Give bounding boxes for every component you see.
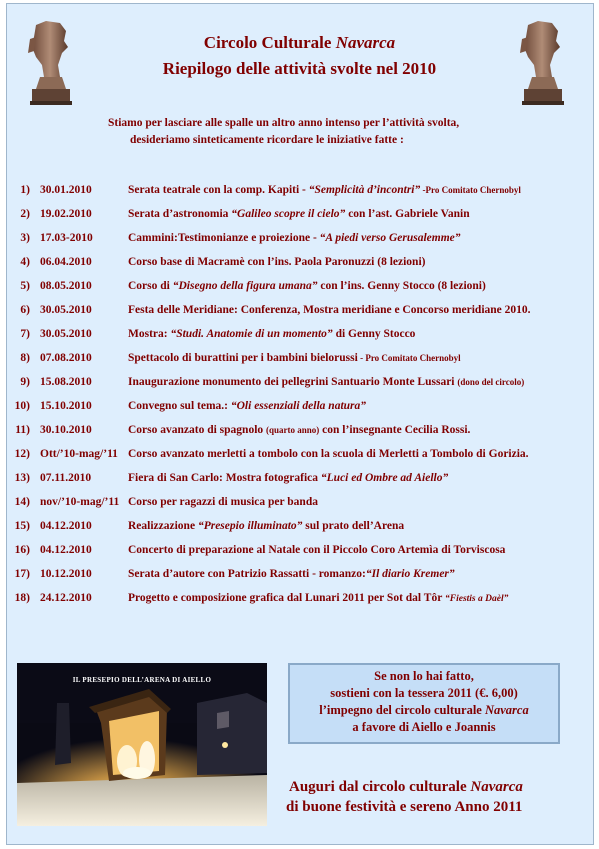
activity-description (128, 520, 404, 532)
activity-title: “Studi. Anatomie di un momento” (170, 328, 333, 340)
activity-description (128, 568, 455, 580)
activity-number: 6) (20, 304, 30, 316)
activity-row (0, 472, 599, 488)
support-association-name: Navarca (484, 703, 529, 717)
activity-number: 12) (14, 448, 30, 460)
activity-text: Serata d’autore con Patrizio Rassatti - romanzo: (128, 568, 366, 580)
nativity-scene-image (17, 663, 267, 826)
activity-text: Realizzazione (128, 520, 198, 532)
activity-title: “Fiestis a Daèl” (445, 594, 509, 604)
activity-row (0, 304, 599, 320)
activity-note: -Pro Comitato Chernobyl (420, 185, 521, 195)
membership-support-box (288, 663, 560, 744)
activity-text: Cammini:Testimonianze e proiezione - (128, 232, 320, 244)
activity-title: “Il diario Kremer” (365, 568, 455, 580)
activity-date: 08.05.2010 (40, 280, 92, 292)
activity-row (0, 520, 599, 536)
activity-text: Serata teatrale con la comp. Kapiti - (128, 184, 309, 196)
activity-row (0, 280, 599, 296)
greeting-association-name: Navarca (470, 779, 523, 795)
activity-description (128, 400, 366, 412)
activity-number: 5) (20, 280, 30, 292)
activity-note: sul prato dell’Arena (302, 520, 405, 532)
activity-number: 3) (20, 232, 30, 244)
activity-number: 8) (20, 352, 30, 364)
activity-description (128, 208, 470, 220)
activity-text: Convegno sul tema.: (128, 400, 231, 412)
activity-date: 24.12.2010 (40, 592, 92, 604)
activity-date: 06.04.2010 (40, 256, 92, 268)
page-title (0, 33, 599, 53)
intro-line-2: desideriamo sinteticamente ricordare le iniziative fatte : (130, 134, 404, 146)
activity-date: 30.10.2010 (40, 424, 92, 436)
activity-description (128, 424, 470, 436)
activity-title: “Luci ed Ombre ad Aiello” (320, 472, 449, 484)
activity-description (128, 232, 461, 244)
nativity-photo (17, 663, 267, 826)
activity-row (0, 184, 599, 200)
activity-row (0, 232, 599, 248)
activity-text-continued: con l’insegnante Cecilia Rossi. (319, 424, 471, 436)
page-subtitle: Riepilogo delle attività svolte nel 2010 (162, 59, 437, 78)
greeting-line-1 (289, 779, 523, 796)
activity-row (0, 592, 599, 608)
support-line-4: a favore di Aiello e Joannis (352, 720, 496, 734)
greeting-prefix: Auguri dal circolo culturale (289, 779, 471, 795)
activity-date: 17.03-2010 (40, 232, 93, 244)
activity-description (128, 496, 318, 508)
activity-date: 15.08.2010 (40, 376, 92, 388)
activity-text: Corso avanzato merletti a tombolo con la scuola di Merletti a Tombolo di Gorizia. (128, 448, 529, 460)
activity-description (128, 304, 531, 316)
activity-text: Corso di (128, 280, 173, 292)
activity-note: (dono del circolo) (457, 377, 525, 387)
activity-date: 07.08.2010 (40, 352, 92, 364)
activity-title: “A piedi verso Gerusalemme” (319, 232, 461, 244)
activity-title: “Oli essenziali della natura” (230, 400, 367, 412)
activity-date: 04.12.2010 (40, 520, 92, 532)
title-association-name: Navarca (335, 33, 396, 52)
activity-description (128, 328, 415, 340)
activity-description (128, 448, 529, 460)
activity-text: Inaugurazione monumento dei pellegrini Santuario Monte Lussari (128, 376, 458, 388)
activity-row (0, 376, 599, 392)
activity-row (0, 208, 599, 224)
activity-description (128, 472, 448, 484)
activity-note: di Genny Stocco (332, 328, 416, 340)
activity-number: 7) (20, 328, 30, 340)
activity-date: 15.10.2010 (40, 400, 92, 412)
activity-row (0, 568, 599, 584)
activity-number: 14) (14, 496, 30, 508)
activity-text: Corso per ragazzi di musica per banda (128, 496, 318, 508)
activity-text: Mostra: (128, 328, 171, 340)
activity-text: Festa delle Meridiane: Conferenza, Mostra meridiane e Concorso meridiane 2010. (128, 304, 531, 316)
activity-note: - Pro Comitato Chernobyl (357, 353, 461, 363)
activity-number: 1) (20, 184, 30, 196)
activity-description (128, 376, 524, 388)
activity-date: 19.02.2010 (40, 208, 92, 220)
activity-description (128, 544, 505, 556)
support-line-1: Se non lo hai fatto, (374, 669, 474, 683)
activity-number: 13) (14, 472, 30, 484)
activity-title: “Galileo scopre il cielo” (231, 208, 346, 220)
activity-note: con l’ins. Genny Stocco (8 lezioni) (317, 280, 486, 292)
activity-number: 18) (14, 592, 30, 604)
activity-title: “Presepio illuminato” (197, 520, 303, 532)
activity-description (128, 280, 486, 292)
activity-date: 07.11.2010 (40, 472, 92, 484)
activity-row (0, 352, 599, 368)
activity-note: con l’ast. Gabriele Vanin (345, 208, 470, 220)
greeting-line-2: di buone festività e sereno Anno 2011 (286, 799, 523, 815)
activity-row (0, 448, 599, 464)
activity-number: 17) (14, 568, 30, 580)
activity-text: Spettacolo di burattini per i bambini bielorussi (128, 352, 358, 364)
support-line-3-prefix: l’impegno del circolo culturale (319, 703, 485, 717)
activity-date: 30.05.2010 (40, 328, 92, 340)
activity-date: 30.01.2010 (40, 184, 92, 196)
activity-date: nov/’10-mag/’11 (40, 496, 120, 508)
activity-note: (quarto anno) (266, 425, 320, 435)
support-line-2: sostieni con la tessera 2011 (€. 6,00) (330, 686, 518, 700)
activity-number: 16) (14, 544, 30, 556)
activity-row (0, 256, 599, 272)
activity-description (128, 592, 508, 604)
activity-row (0, 400, 599, 416)
activity-row (0, 328, 599, 344)
activity-text: Corso base di Macramè con l’ins. Paola Paronuzzi (8 lezioni) (128, 256, 426, 268)
activity-number: 4) (20, 256, 30, 268)
activity-number: 11) (15, 424, 30, 436)
activity-row (0, 496, 599, 512)
activity-row (0, 544, 599, 560)
activity-number: 2) (20, 208, 30, 220)
title-prefix: Circolo Culturale (203, 33, 336, 52)
intro-line-1: Stiamo per lasciare alle spalle un altro anno intenso per l’attività svolta, (108, 117, 460, 129)
activity-text: Serata d’astronomia (128, 208, 232, 220)
activity-text: Fiera di San Carlo: Mostra fotografica (128, 472, 321, 484)
activity-date: Ott/’10-mag/’11 (40, 448, 118, 460)
activity-number: 9) (20, 376, 30, 388)
activity-description (128, 256, 425, 268)
activity-number: 15) (14, 520, 30, 532)
support-line-3 (290, 702, 558, 719)
activity-text: Concerto di preparazione al Natale con il Piccolo Coro Artemìa di Torviscosa (128, 544, 506, 556)
activity-row (0, 424, 599, 440)
photo-caption: IL PRESEPIO DELL’ARENA DI AIELLO (72, 676, 212, 684)
activity-title: “Disegno della figura umana” (172, 280, 318, 292)
activity-date: 30.05.2010 (40, 304, 92, 316)
activity-title: “Semplicità d’incontri” (308, 184, 421, 196)
activity-date: 04.12.2010 (40, 544, 92, 556)
activity-date: 10.12.2010 (40, 568, 92, 580)
activity-number: 10) (14, 400, 30, 412)
activity-description (128, 352, 461, 364)
activity-text: Progetto e composizione grafica dal Lunari 2011 per Sot dal Tôr (128, 592, 445, 604)
activity-text: Corso avanzato di spagnolo (128, 424, 267, 436)
activity-description (128, 184, 521, 196)
